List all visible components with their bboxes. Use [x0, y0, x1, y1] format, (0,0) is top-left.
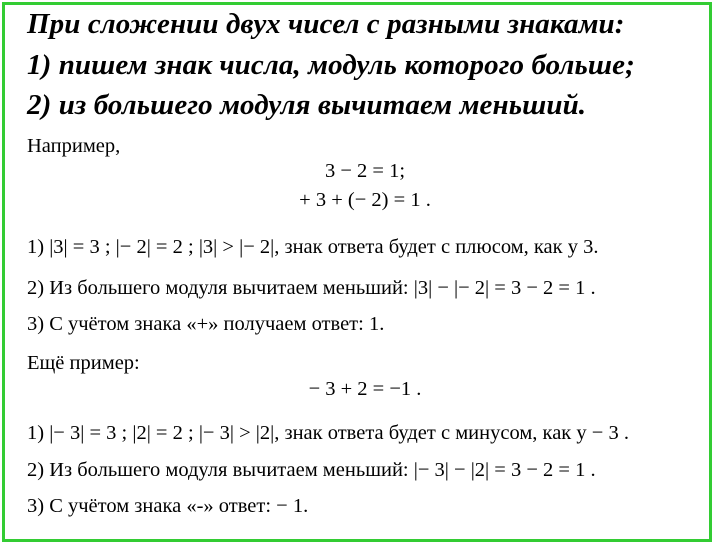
example-1-equation-2: + 3 + (− 2) = 1 .	[299, 189, 431, 211]
example-2-step-1: 1) |− 3| = 3 ; |2| = 2 ; |− 3| > |2|, знак ответа будет с минусом, как у − 3 .	[27, 422, 629, 444]
example-1-step-3: 3) С учётом знака «+» получаем ответ: 1.	[27, 313, 385, 335]
example-1-step-2: 2) Из большего модуля вычитаем меньший: |3| − |− 2| = 3 − 2 = 1 .	[27, 277, 596, 299]
example-2-intro: Ещё пример:	[27, 352, 140, 374]
rule-title: При сложении двух чисел с разными знаками:	[27, 8, 625, 40]
example-2-step-3: 3) С учётом знака «-» ответ: − 1.	[27, 495, 309, 517]
example-1-step-1: 1) |3| = 3 ; |− 2| = 2 ; |3| > |− 2|, знак ответа будет с плюсом, как у 3.	[27, 236, 599, 258]
rule-step-2: 2) из большего модуля вычитаем меньший.	[27, 89, 587, 121]
example-2-step-2: 2) Из большего модуля вычитаем меньший: |− 3| − |2| = 3 − 2 = 1 .	[27, 459, 596, 481]
example-2-equation: − 3 + 2 = −1 .	[308, 378, 422, 400]
example-1-intro: Например,	[27, 135, 121, 157]
rule-step-1: 1) пишем знак числа, модуль которого больше;	[27, 49, 635, 81]
example-1-equation-1: 3 − 2 = 1;	[324, 160, 406, 182]
